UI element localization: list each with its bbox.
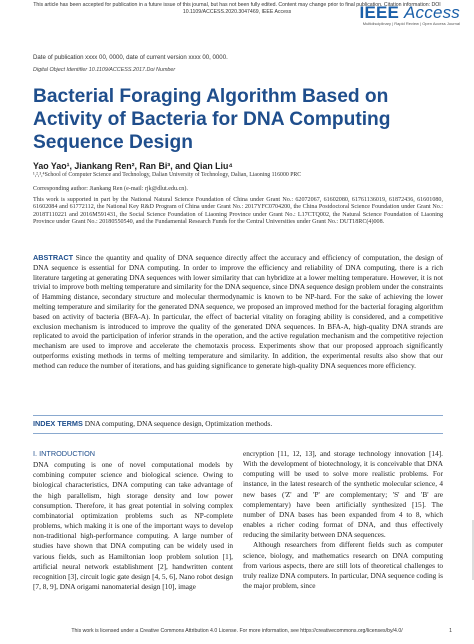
author-list: Yao Yao¹, Jiankang Ren², Ran Bi³, and Qian Liu⁴ <box>33 161 233 171</box>
index-terms-heading: INDEX TERMS <box>33 419 83 428</box>
abstract <box>33 253 443 371</box>
divider-bottom <box>33 433 443 434</box>
funding-statement: This work is supported in part by the National Natural Science Foundation of China under Grant No.: 62072067, 61602080, 61761136019, 61872436, 61601080, 61602084 and 61772112, the National Key R&D Program of China under Grant No.: 2017YFC0704200, the China Postdoctoral Science Foundation under Grant No.: 2018T110221 and 2016M591431, the Social Science Foundation of Liaoning Province under Grant No.: L17CTQ002, the Natural Science Foundation of Liaoning Province under Grant No.: 20180550540, and the Fundamental Research Funds for the Central Universities under Grant No.: DUT18RC(4)008. <box>33 197 443 226</box>
section-heading: I. INTRODUCTION <box>33 449 96 458</box>
index-terms-text: DNA computing, DNA sequence design, Optimization methods. <box>84 419 273 428</box>
object-identifier: Digital Object Identifier 10.1109/ACCESS.2017.Doi Number <box>33 67 176 73</box>
logo-accent: Access <box>404 3 460 22</box>
intro-paragraph-1-cont: encryption [11, 12, 13], and storage technology innovation [14]. With the development of biotechnology, it is conceivable that DNA computing will be used to solve more realistic problems. For instance, in the latest research of the synthetic molecular science, 4 new bases ('Z' and 'P' are complementary; 'S' and 'B' are complementary) have been artificially synthesized [15]. The number of DNA bases has been expanded from 4 to 8, which enables a richer coding format of DNA, and thus effectively reducing the similarity between DNA sequences. <box>243 449 443 540</box>
corresponding-author: Corresponding author: Jiankang Ren (e-mail: rjk@dlut.edu.cn). <box>33 186 188 192</box>
logo-main: IEEE <box>359 3 400 22</box>
publication-date: Date of publication xxxx 00, 0000, date of current version xxxx 00, 0000. <box>33 54 228 61</box>
notice-text: This article has been accepted for publication in a future issue of this journal, but has not been fully edited. Content may change prior to final publication. Citation information: DOI <box>33 2 441 8</box>
left-column <box>33 449 233 592</box>
license-footer: This work is licensed under a Creative Commons Attribution 4.0 License. For more information, see https://creativecommons.org/licenses/by/4.0/ <box>71 628 403 634</box>
abstract-heading: ABSTRACT <box>33 253 74 262</box>
right-column <box>243 449 443 591</box>
page-number: 1 <box>449 628 452 634</box>
doi-text: 10.1109/ACCESS.2020.3047469, IEEE Access <box>182 9 292 15</box>
divider-top <box>33 415 443 416</box>
index-terms <box>33 419 443 428</box>
ieee-access-logo <box>360 4 460 26</box>
intro-paragraph-1: DNA computing is one of novel computational models by combining computer science and biological science. Owing to biological characteristics, DNA computing can take advantage of the high parallelism, high storage density and low power consumption. Therefore, it has great potential in solving complex combinatorial optimization problems such as NP-complete problems, which making it is one of the important ways to develop non-traditional high-performance computing. A large number of studies have shown that DNA computing can be widely used in various fields, such as Hamiltonian loop problem solution [1], artificial neural network establishment [2], handwritten content recognition [3], circuit logic gate design [4, 5, 6], Nano robot design [7, 8, 9], DNA origami nanomaterial design [10], image <box>33 460 233 592</box>
affiliation: ¹,²,³,⁴School of Computer Science and Technology, Dalian University of Technology, Dalian, Liaoning 116000 PRC <box>33 172 302 178</box>
logo-tagline: Multidisciplinary | Rapid Review | Open Access Journal <box>362 21 460 26</box>
abstract-text: Since the quantity and quality of DNA sequence directly affect the accuracy and efficiency of computation, the design of DNA sequence is essential for DNA computing. In order to improve the efficiency and reliability of DNA computing, there is a rich literature targeting at generating DNA sequences with lower similarity that can hybridize at a lower melting temperature. However, it is not trivial to improve both melting temperature and similarity for the DNA sequence, since DNA sequence design problem under the constraints of Hamming distance, secondary structure and molecular thermodynamic is known to be NP-hard. For the sake of achieving the lower melting temperature and similarity for the generated DNA sequence, we proposed an improved method for the bacterial foraging algorithm based on activity of bacteria (BFA-A). In particular, the effect of bacterial vitality on foraging ability is considered, and a competitive exclusion mechanism is introduced to improve the quality of the generated DNA sequences. In BFA-A, high-quality DNA strands are replicated to avoid the participation of inferior strands in the operation, and the active regulation mechanism and the competitive rejection mechanism are used to improve and accelerate the chemotaxis process. Experiments show that our proposed approach significantly outperforms existing methods in terms of melting temperature and similarity. In addition, the experimental results also show that our method can reduce the number of iterations, and has guiding significance to generate high-quality DNA sequences more efficiency. <box>33 253 443 370</box>
paper-title: Bacterial Foraging Algorithm Based on Activity of Bacteria for DNA Computing Sequence Design <box>33 86 391 153</box>
intro-paragraph-2: Although researchers from different fields such as computer science, biology, and mathematics research on DNA computing from various aspects, there are still lots of theoretical challenges to truly realize DNA computers. In particular, DNA sequence coding is the major problem, since <box>243 540 443 591</box>
